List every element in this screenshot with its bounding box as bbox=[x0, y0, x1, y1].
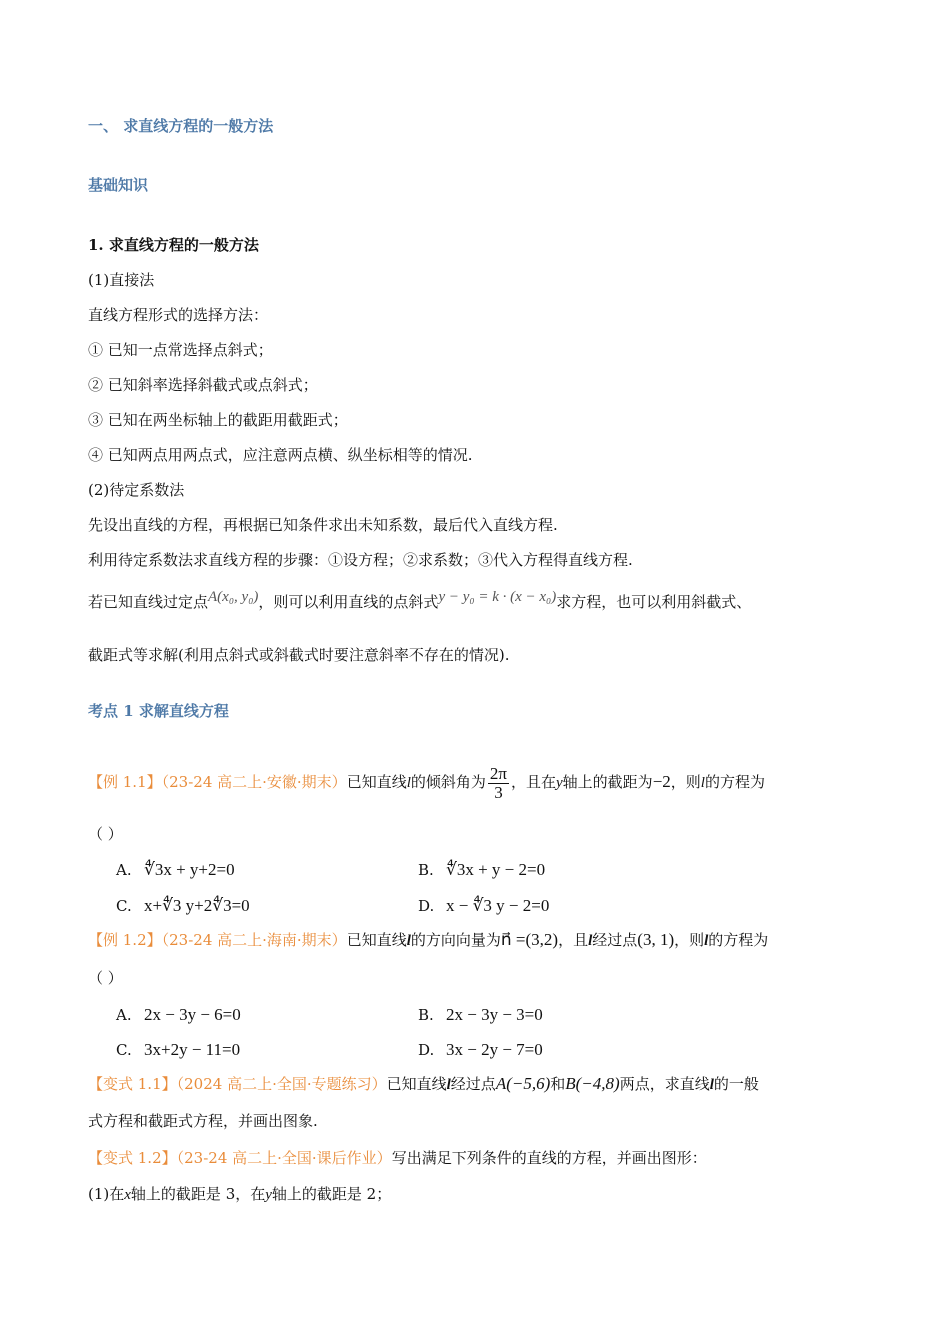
option-b[interactable] bbox=[418, 859, 545, 881]
var11-text-1: 已知直线 bbox=[386, 1075, 447, 1093]
option-value: x − ∜3 y − 2=0 bbox=[446, 896, 550, 915]
option-value: 3x − 2y − 7=0 bbox=[446, 1040, 543, 1059]
method-choice: 直线方程形式的选择方法： bbox=[88, 306, 269, 324]
var11-text-4: 两点，求直线 bbox=[619, 1075, 710, 1093]
option-label: D. bbox=[418, 1041, 435, 1059]
ex12-var-l: l bbox=[406, 933, 411, 949]
option-a[interactable] bbox=[116, 1004, 241, 1026]
option-b[interactable] bbox=[418, 1004, 543, 1026]
option-value: 2x − 3y − 6=0 bbox=[144, 1005, 241, 1024]
q1-text-b: 轴上的截距是 3，在 bbox=[130, 1185, 266, 1203]
q1-var-x: x bbox=[124, 1187, 131, 1203]
choice-1: ① 已知一点常选择点斜式； bbox=[88, 341, 273, 359]
choice-3: ③ 已知在两坐标轴上的截距用截距式； bbox=[88, 411, 348, 429]
example-tag: 【例 1.2】 bbox=[88, 931, 162, 949]
ex12-direction-vector: n⃗ =(3,2) bbox=[500, 930, 559, 949]
option-label: C. bbox=[116, 1041, 132, 1059]
fraction-numerator: 2π bbox=[489, 763, 507, 783]
ex11-text-4: 轴上的截距为 bbox=[562, 773, 653, 791]
choice-2: ② 已知斜率选择斜截式或点斜式； bbox=[88, 376, 318, 394]
point-a-formula: A(x₀, y₀) bbox=[208, 589, 259, 605]
example-1-2 bbox=[88, 929, 768, 952]
paragraph-3 bbox=[88, 591, 751, 614]
var11-text-2: 经过点 bbox=[450, 1075, 496, 1093]
p3-text-a: 若已知直线过定点 bbox=[88, 593, 209, 611]
ex11-var-l2: l bbox=[700, 775, 705, 791]
point-slope-formula: y − y₀ = k · (x − x₀) bbox=[438, 589, 557, 605]
fraction-2pi-over-3 bbox=[488, 765, 509, 802]
ex12-text-2: 的方向向量为 bbox=[410, 931, 501, 949]
option-c[interactable] bbox=[116, 895, 250, 917]
var11-point-a: A(−5,6) bbox=[495, 1074, 551, 1093]
ex12-var-l3: l bbox=[704, 933, 709, 949]
subsection-title: 基础知识 bbox=[88, 176, 149, 194]
ex12-var-l2: l bbox=[588, 933, 593, 949]
kaodian-title: 考点 1 求解直线方程 bbox=[88, 702, 229, 720]
option-label: A. bbox=[116, 861, 132, 879]
ex12-text-6: 的方程为 bbox=[708, 931, 769, 949]
option-label: A. bbox=[116, 1006, 132, 1024]
variant-source: （2024 高二上·全国·专题练习） bbox=[176, 1075, 387, 1093]
var11-var-l: l bbox=[446, 1077, 451, 1093]
variant-1-1-line2: 式方程和截距式方程，并画出图象. bbox=[88, 1112, 318, 1130]
option-label: D. bbox=[418, 897, 435, 915]
variant-1-2-q1 bbox=[88, 1183, 391, 1206]
method-2: (2)待定系数法 bbox=[88, 481, 185, 499]
example-source: （23-24 高二上·海南·期末） bbox=[161, 931, 347, 949]
ex11-text-1: 已知直线 bbox=[346, 773, 407, 791]
var11-text-5: 的一般 bbox=[713, 1075, 759, 1093]
option-a[interactable] bbox=[116, 859, 235, 881]
example-tag: 【例 1.1】 bbox=[88, 773, 162, 791]
variant-1-1 bbox=[88, 1073, 759, 1096]
choice-4: ④ 已知两点用两点式，应注意两点横、纵坐标相等的情况. bbox=[88, 446, 473, 464]
ex11-var-y: y bbox=[556, 775, 563, 791]
paragraph-4: 截距式等求解(利用点斜式或斜截式时要注意斜率不存在的情况). bbox=[88, 646, 510, 664]
answer-paren: （ ） bbox=[88, 825, 123, 843]
heading-1: 1. 求直线方程的一般方法 bbox=[88, 236, 259, 254]
option-value: ∜3x + y+2=0 bbox=[144, 860, 235, 879]
paragraph-2: 利用待定系数法求直线方程的步骤：①设方程；②求系数；③代入方程得直线方程. bbox=[88, 551, 633, 569]
var11-point-b: B(−4,8) bbox=[565, 1074, 620, 1093]
ex12-text-4: 经过点 bbox=[592, 931, 638, 949]
ex11-text-3: ，且在 bbox=[510, 773, 556, 791]
q1-text-a: (1)在 bbox=[88, 1185, 125, 1203]
variant-source: （23-24 高二上·全国·课后作业） bbox=[176, 1149, 392, 1167]
option-label: B. bbox=[418, 1006, 434, 1024]
variant-1-2 bbox=[88, 1147, 707, 1169]
p3-text-c: 求方程，也可以利用斜截式、 bbox=[556, 593, 752, 611]
ex11-intercept: −2 bbox=[652, 772, 671, 791]
ex11-text-6: 的方程为 bbox=[704, 773, 765, 791]
option-d[interactable] bbox=[418, 895, 549, 917]
ex11-var-l: l bbox=[406, 775, 411, 791]
ex12-text-1: 已知直线 bbox=[346, 931, 407, 949]
example-1-1 bbox=[88, 764, 765, 802]
option-value: 2x − 3y − 3=0 bbox=[446, 1005, 543, 1024]
example-source: （23-24 高二上·安徽·期末） bbox=[161, 773, 347, 791]
paragraph-1: 先设出直线的方程，再根据已知条件求出未知系数，最后代入直线方程. bbox=[88, 516, 558, 534]
var11-text-3: 和 bbox=[550, 1075, 566, 1093]
p3-text-b: ，则可以利用直线的点斜式 bbox=[258, 593, 439, 611]
option-d[interactable] bbox=[418, 1039, 543, 1061]
var12-text-1: 写出满足下列条件的直线的方程，并画出图形： bbox=[391, 1149, 707, 1167]
ex11-text-2: 的倾斜角为 bbox=[410, 773, 486, 791]
variant-tag: 【变式 1.2】 bbox=[88, 1149, 177, 1167]
option-value: 3x+2y − 11=0 bbox=[144, 1040, 241, 1059]
ex12-text-5: ，则 bbox=[674, 931, 705, 949]
variant-tag: 【变式 1.1】 bbox=[88, 1075, 177, 1093]
method-1: (1)直接法 bbox=[88, 271, 155, 289]
section-title: 一、 求直线方程的一般方法 bbox=[88, 117, 274, 135]
ex12-point: (3, 1) bbox=[637, 930, 675, 949]
q1-text-c: 轴上的截距是 2； bbox=[271, 1185, 392, 1203]
option-value: x+∜3 y+2∜3=0 bbox=[144, 896, 250, 915]
option-value: ∜3x + y − 2=0 bbox=[446, 860, 546, 879]
option-label: C. bbox=[116, 897, 132, 915]
ex11-text-5: ，则 bbox=[670, 773, 701, 791]
option-label: B. bbox=[418, 861, 434, 879]
option-c[interactable] bbox=[116, 1039, 240, 1061]
fraction-denominator: 3 bbox=[494, 782, 503, 802]
ex12-text-3: ，且 bbox=[558, 931, 589, 949]
answer-paren: （ ） bbox=[88, 969, 123, 987]
q1-var-y: y bbox=[265, 1187, 272, 1203]
var11-var-l2: l bbox=[709, 1077, 714, 1093]
